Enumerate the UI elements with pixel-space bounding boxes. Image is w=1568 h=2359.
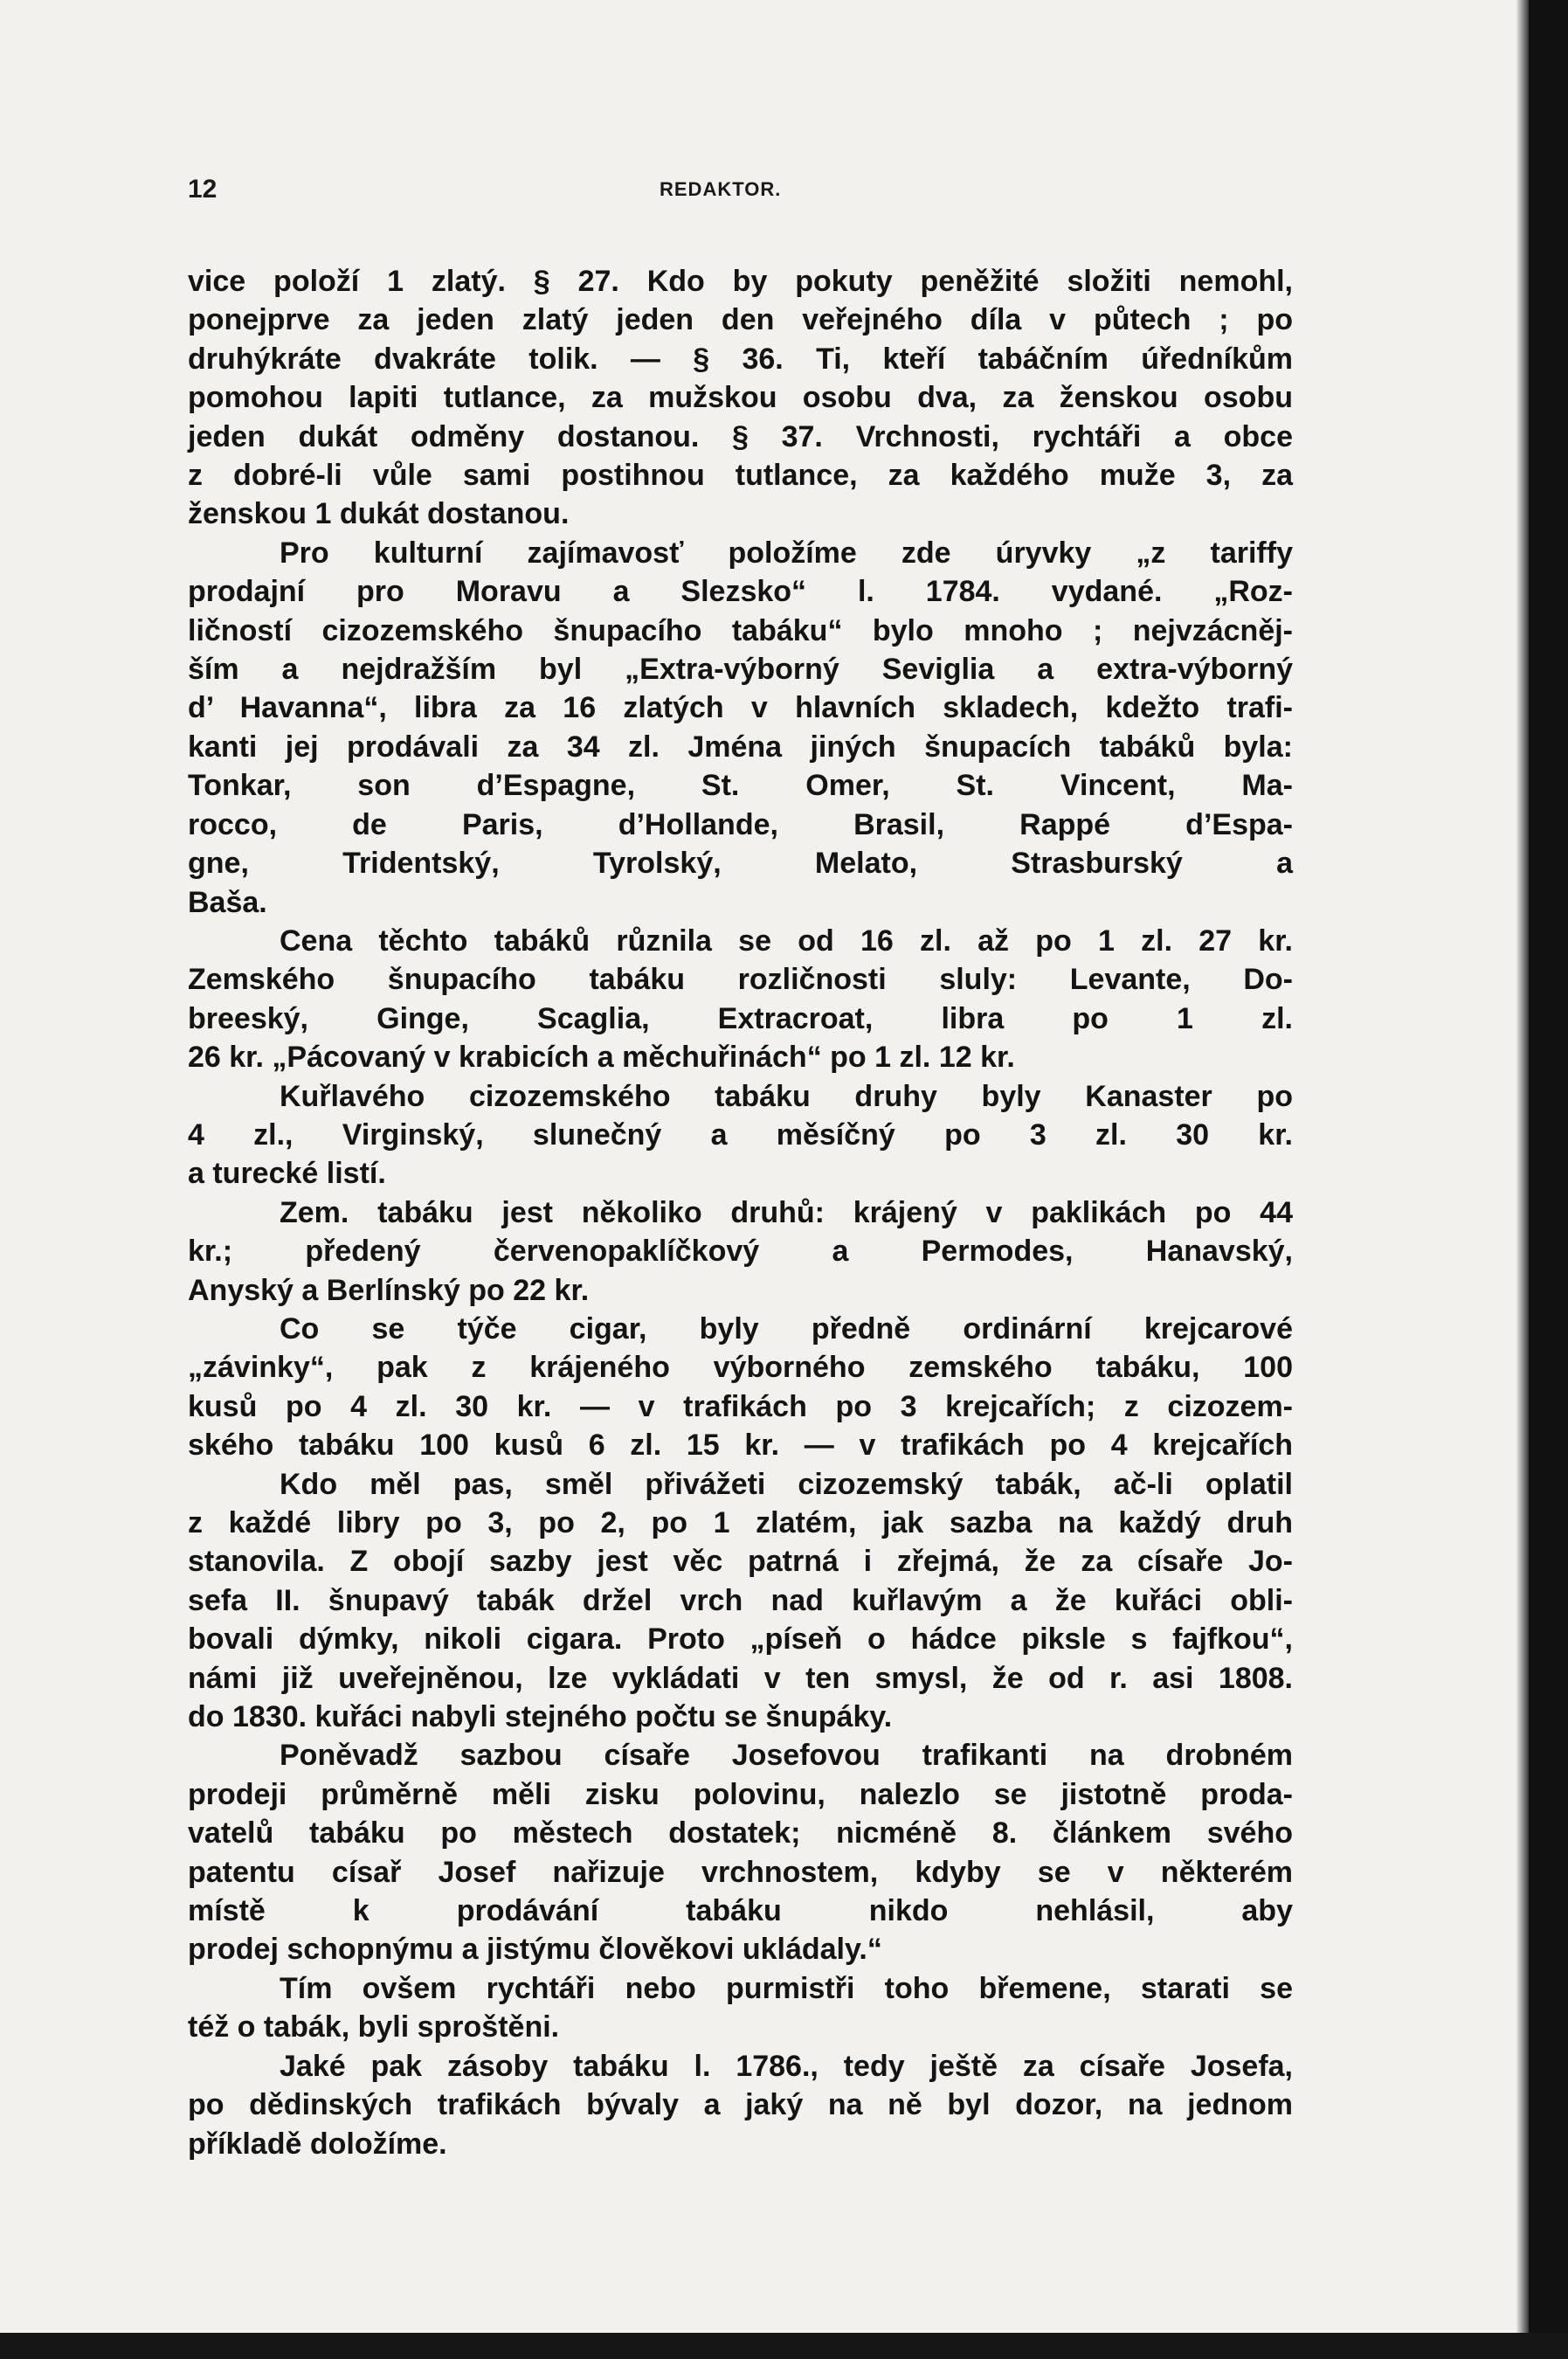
text-line: 4 zl., Virginský, slunečný a měsíčný po 3 zl. 30 kr.	[188, 1117, 1293, 1152]
text-line: „závinky“, pak z krájeného výborného zemského tabáku, 100	[188, 1351, 1293, 1385]
text-line: Cena těchto tabáků různila se od 16 zl. až po 1 zl. 27 kr.	[280, 924, 1293, 958]
text-line: po dědinských trafikách bývaly a jaký na ně byl dozor, na jednom	[188, 2088, 1293, 2122]
text-line: ženskou 1 dukát dostanou.	[188, 497, 570, 531]
text-line: Tím ovšem rychtáři nebo purmistři toho břemene, starati se	[280, 1971, 1293, 2005]
page-bottom-edge	[0, 2333, 1568, 2359]
running-head: REDAKTOR.	[660, 178, 782, 200]
text-line: Zem. tabáku jest několiko druhů: krájený v paklikách po 44	[280, 1195, 1293, 1229]
page-number: 12	[188, 175, 218, 204]
text-line: jeden dukát odměny dostanou. § 37. Vrchnosti, rychtáři a obce	[188, 419, 1293, 453]
text-line: stanovila. Z obojí sazby jest věc patrná i zřejmá, že za císaře Jo-	[188, 1545, 1293, 1579]
text-line: patentu císař Josef nařizuje vrchnostem, kdyby se v některém	[188, 1855, 1293, 1889]
text-line: místě k prodávání tabáku nikdo nehlásil, aby	[188, 1894, 1293, 1928]
text-line: d’ Havanna“, libra za 16 zlatých v hlavních skladech, kdežto trafi-	[188, 691, 1293, 725]
text-line: vice položí 1 zlatý. § 27. Kdo by pokuty peněžité složiti nemohl,	[188, 265, 1293, 298]
text-line: 26 kr. „Pácovaný v krabicích a měchuřinách“ po 1 zl. 12 kr.	[188, 1041, 1015, 1075]
text-line: Zemského šnupacího tabáku rozličnosti sluly: Levante, Do-	[188, 963, 1293, 997]
text-line: námi již uveřejněnou, lze vykládati v ten smysl, že od r. asi 1808.	[188, 1661, 1293, 1695]
text-line: a turecké listí.	[188, 1157, 386, 1191]
text-lines	[188, 262, 1293, 2163]
text-line: pomohou lapiti tutlance, za mužskou osobu dva, za ženskou osobu	[188, 381, 1293, 415]
text-line: breeský, Ginge, Scaglia, Extracroat, libra po 1 zl.	[188, 1001, 1293, 1035]
text-line: příkladě doložíme.	[188, 2127, 447, 2161]
text-line: bovali dýmky, nikoli cigara. Proto „píseň o hádce piksle s fajfkou“,	[188, 1622, 1293, 1657]
text-line: sefa II. šnupavý tabák držel vrch nad kuřlavým a že kuřáci obli-	[188, 1583, 1293, 1617]
text-line: ponejprve za jeden zlatý jeden den veřejného díla v půtech ; po	[188, 303, 1293, 337]
text-line: prodajní pro Moravu a Slezsko“ l. 1784. vydané. „Roz-	[188, 575, 1293, 609]
text-line: druhýkráte dvakráte tolik. — § 36. Ti, kteří tabáčním úředníkům	[188, 342, 1293, 376]
text-line: ského tabáku 100 kusů 6 zl. 15 kr. — v trafikách po 4 krejcařích	[188, 1429, 1293, 1463]
text-line: Kuřlavého cizozemského tabáku druhy byly Kanaster po	[280, 1079, 1293, 1113]
text-line: ličností cizozemského šnupacího tabáku“ bylo mnoho ; nejvzácněj-	[188, 613, 1293, 647]
text-line: kr.; předený červenopaklíčkový a Permodes, Hanavský,	[188, 1235, 1293, 1269]
text-line: rocco, de Paris, d’Hollande, Brasil, Rappé d’Espa-	[188, 807, 1293, 841]
text-line: prodej schopnýmu a jistýmu člověkovi ukládaly.“	[188, 1933, 882, 1967]
text-line: kanti jej prodávali za 34 zl. Jména jiných šnupacích tabáků byla:	[188, 730, 1293, 764]
page-edge-shadow	[1529, 0, 1568, 2359]
body-text	[188, 262, 1293, 2163]
text-line: z každé libry po 3, po 2, po 1 zlatém, jak sazba na každý druh	[188, 1506, 1293, 1539]
text-line: Kdo měl pas, směl přivážeti cizozemský tabák, ač-li oplatil	[280, 1467, 1293, 1501]
text-line: prodeji průměrně měli zisku polovinu, nalezlo se jistotně proda-	[188, 1777, 1293, 1811]
text-line: do 1830. kuřáci nabyli stejného počtu se šnupáky.	[188, 1700, 893, 1734]
text-line: ším a nejdražším byl „Extra-výborný Seviglia a extra-výborný	[188, 653, 1293, 687]
page-header	[188, 175, 1293, 210]
text-line: Baša.	[188, 885, 267, 919]
text-line: Pro kulturní zajímavosť položíme zde úryvky „z tariffy	[280, 536, 1293, 570]
text-line: z dobré-li vůle sami postihnou tutlance, za každého muže 3, za	[188, 459, 1293, 493]
text-line: Co se týče cigar, byly předně ordinární krejcarové	[280, 1311, 1293, 1346]
text-line: Tonkar, son d’Espagne, St. Omer, St. Vincent, Ma-	[188, 769, 1293, 803]
text-line: vatelů tabáku po městech dostatek; nicméně 8. článkem svého	[188, 1816, 1293, 1851]
text-line: Jaké pak zásoby tabáku l. 1786., tedy ještě za císaře Josefa,	[280, 2049, 1293, 2083]
text-line: Poněvadž sazbou císaře Josefovou trafikanti na drobném	[280, 1739, 1293, 1773]
text-line: Anyský a Berlínský po 22 kr.	[188, 1273, 590, 1307]
text-line: gne, Tridentský, Tyrolský, Melato, Strasburský a	[188, 847, 1293, 881]
text-line: též o tabák, byli sproštěni.	[188, 2010, 560, 2044]
text-line: kusů po 4 zl. 30 kr. — v trafikách po 3 krejcařích; z cizozem-	[188, 1389, 1293, 1423]
